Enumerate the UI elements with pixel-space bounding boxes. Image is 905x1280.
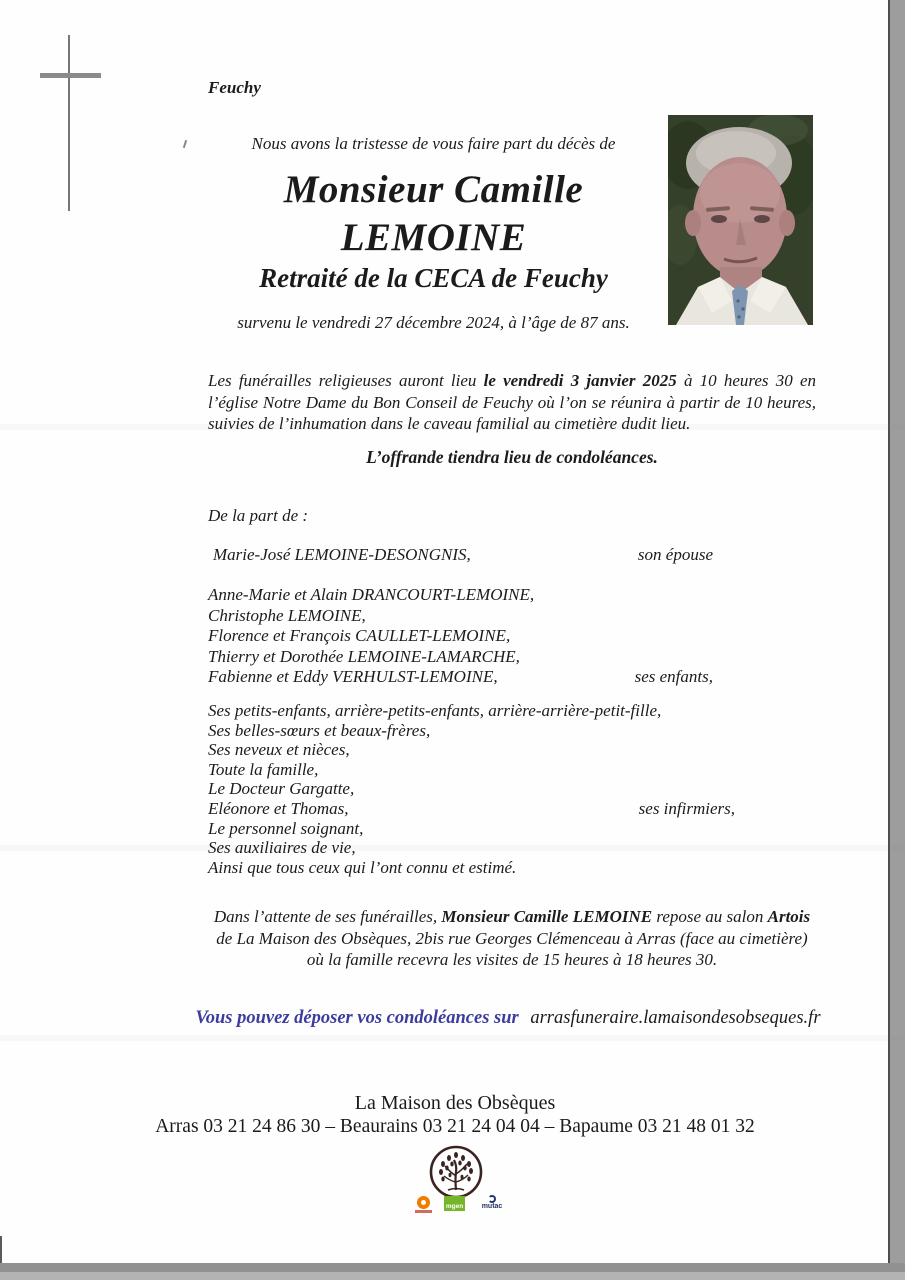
list-item: Thierry et Dorothée LEMOINE-LAMARCHE, [208,646,520,666]
scan-edge-right [888,0,905,1280]
cross-icon [40,73,101,78]
list-item [208,799,735,819]
list-item: Ses auxiliaires de vie, [208,838,356,858]
scan-mark [183,140,187,148]
deceased-subtitle: Retraité de la CECA de Feuchy [259,263,608,293]
relatives-list [208,701,735,877]
death-date-line: survenu le vendredi 27 décembre 2024, à l’âge de 87 ans. [237,313,630,332]
tree-circle-logo [428,1144,484,1200]
condolences-url: arrasfuneraire.lamaisondesobseques.fr [530,1008,821,1028]
list-item: Toute la famille, [208,759,319,779]
spouse-row [213,545,713,565]
spouse-name: Marie-José LEMOINE-DESONGNIS, [213,545,471,564]
offering-line: L’offrande tiendra lieu de condoléances. [366,447,658,467]
mutac-logo [477,1195,507,1213]
list-item: Christophe LEMOINE, [208,605,366,625]
partner-logos [415,1195,507,1215]
list-item [208,667,713,688]
portrait-photo [668,115,813,325]
scan-edge-bottom [0,1263,905,1280]
from-heading: De la part de : [208,506,309,525]
scan-edge-left-line [0,1236,2,1264]
list-item-text: Eléonore et Thomas, [208,798,349,818]
list-item: Ainsi que tous ceux qui l’ont connu et estimé. [208,857,517,877]
list-item: Ses petits-enfants, arrière-petits-enfants, arrière-arrière-petit-fille, [208,701,662,720]
condolences-label: Vous pouvez déposer vos condoléances sur [195,1008,519,1028]
list-item-text: Fabienne et Eddy VERHULST-LEMOINE, [208,667,498,686]
cross-icon [68,35,70,211]
repose-text: repose au salon [652,907,768,926]
funeral-date: le vendredi 3 janvier 2025 [483,371,677,390]
spouse-relation: son épouse [637,545,713,564]
repose-deceased-name: Monsieur Camille LEMOINE [441,907,653,926]
repose-paragraph [208,906,816,971]
list-item: Le personnel soignant, [208,818,364,838]
list-item: Ses belles-sœurs et beaux-frères, [208,720,431,740]
intro-line: Nous avons la tristesse de vous faire part du décès de [251,134,616,153]
condolences-line [158,1008,858,1029]
funeral-home-name: La Maison des Obsèques [354,1092,556,1114]
orange-ring-logo [417,1196,430,1209]
funeral-paragraph [208,370,816,435]
list-item: Florence et François CAULLET-LEMOINE, [208,626,511,645]
orange-ring-logo-text [415,1210,432,1213]
deceased-name [150,166,717,262]
list-item: Anne-Marie et Alain DRANCOURT-LEMOINE, [208,585,535,604]
children-list [208,585,713,688]
mgen-logo: mgen [444,1196,465,1211]
funeral-text: Les funérailles religieuses auront lieu [208,371,484,390]
mutac-swirl-icon [488,1195,496,1203]
list-item: Ses neveux et nièces, [208,740,350,760]
deceased-name-line2: LEMOINE [340,216,527,259]
children-relation: ses enfants, [634,667,713,686]
nurses-relation: ses infirmiers, [638,798,735,818]
region-label: Feuchy [208,78,261,97]
scan-streak [0,1035,905,1041]
deceased-name-line1: Monsieur Camille [283,168,584,211]
mutac-label: mutac [481,1203,503,1210]
funeral-home-phones: Arras 03 21 24 86 30 – Beaurains 03 21 24 04 04 – Bapaume 03 21 48 01 32 [155,1116,755,1137]
repose-salon-name: Artois [767,907,811,926]
list-item: Le Docteur Gargatte, [208,779,355,799]
funeral-text: à 10 heures 30 en l’église Notre Dame du Bon Conseil de Feuchy où l’on se réunira à partir de 10 heures, suivies de l’inhumation dans le caveau familial au cimetière dudit lieu. [208,371,816,433]
repose-text: Dans l’attente de ses funérailles, [213,907,442,926]
repose-text: de La Maison des Obsèques, 2bis rue Georges Clémenceau à Arras (face au cimetière) où la famille recevra les visites de 15 heures à 18 heures 30. [216,928,808,969]
